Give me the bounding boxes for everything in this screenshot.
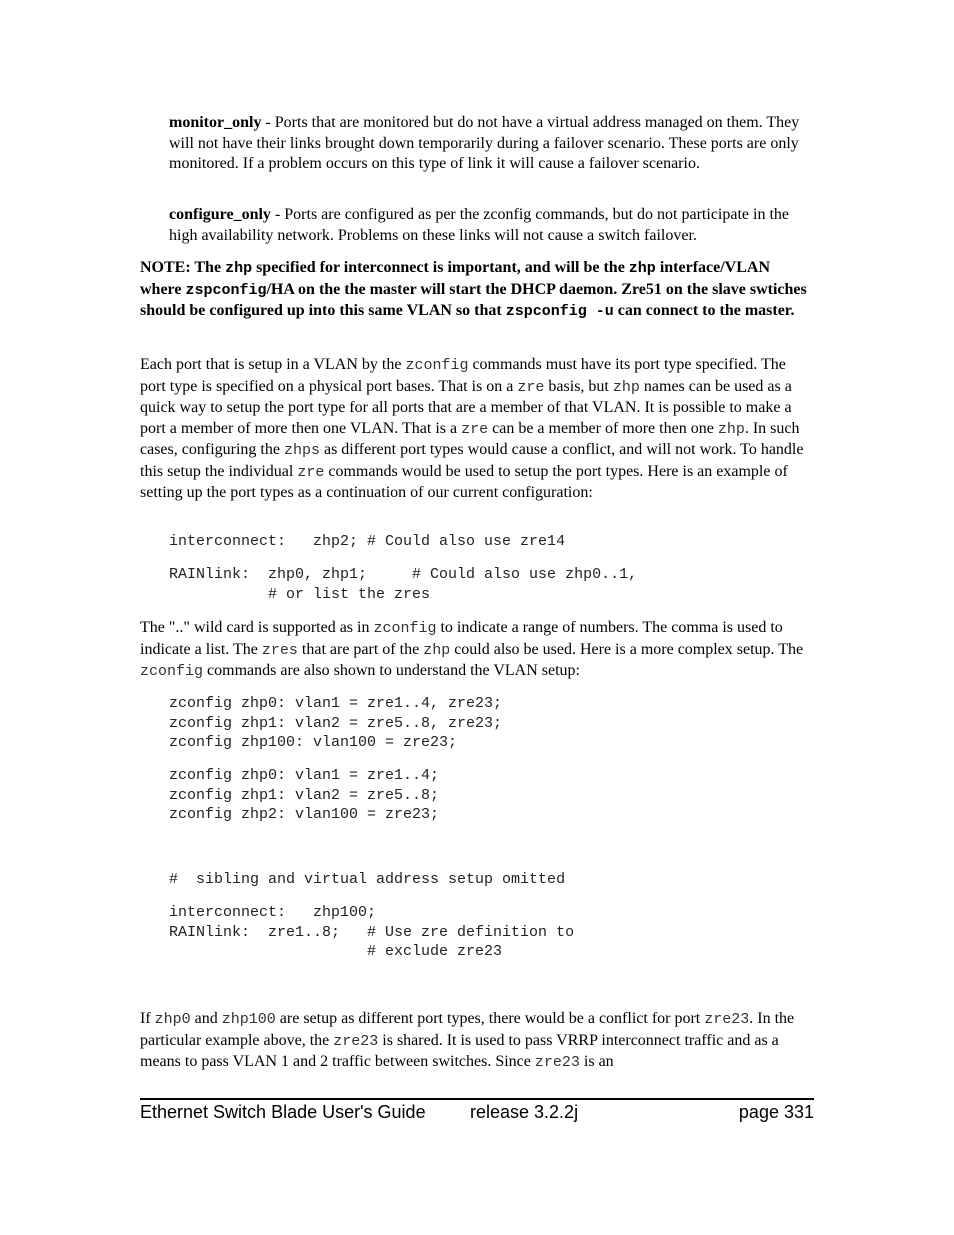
note-paragraph: NOTE: The zhp specified for interconnect is important, and will be the zhp interface/VLAN where zspconfig/HA on the the master will start the DHCP daemon. Zre51 on the slave swtiches should be configured up into this same VLAN so that zspconfig -u can connect to the master. — [140, 259, 807, 320]
footer-divider — [140, 1098, 814, 1100]
code-block-interconnect-rainlink: interconnect: zhp100; RAINlink: zre1..8; # Use zre definition to # exclude zre23 — [169, 904, 575, 960]
footer-title: Ethernet Switch Blade User's Guide — [140, 1102, 426, 1122]
body-paragraph-wildcard: The ".." wild card is supported as in zconfig to indicate a range of numbers. The comma is used to indicate a list. The zres that are part of the zhp could also be used. Here is a more complex setup. The zconfig commands are also shown to understand the VLAN setup: — [140, 619, 804, 680]
definition-monitor-only: monitor_only - Ports that are monitored but do not have a virtual address managed on them. They will not have their links brought down temporarily during a failover scenario. These ports are only monitored. If a problem occurs on this type of link it will cause a failover scenario. — [169, 114, 800, 172]
code-block-interconnect: interconnect: zhp2; # Could also use zre14 — [169, 533, 566, 550]
code-block-zconfig-a: zconfig zhp0: vlan1 = zre1..4, zre23; zconfig zhp1: vlan2 = zre5..8, zre23; zconfig zhp100: vlan100 = zre23; — [169, 695, 503, 751]
footer-release: release 3.2.2j — [470, 1102, 579, 1122]
definition-configure-only: configure_only - Ports are configured as per the zconfig commands, but do not participate in the high availability network. Problems on these links will not cause a switch failover. — [169, 206, 789, 244]
code-block-rainlink: RAINlink: zhp0, zhp1; # Could also use zhp0..1, # or list the zres — [169, 566, 638, 603]
footer-page-number: page 331 — [738, 1102, 814, 1122]
code-block-comment: # sibling and virtual address setup omitted — [169, 871, 566, 888]
body-paragraph-port-types: Each port that is setup in a VLAN by the zconfig commands must have its port type specified. The port type is specified on a physical port bases. That is on a zre basis, but zhp names can be used as a quick way to setup the port type for all ports that are a member of that VLAN. It is possible to make a port a member of more then one VLAN. That is a zre can be a member of more then one zhp. In such cases, configuring the zhps as different port types would cause a conflict, and will not work. To handle this setup the individual zre commands would be used to setup the port types. Here is an example of setting up the port types as a continuation of our current configuration: — [140, 356, 804, 501]
body-paragraph-conflict: If zhp0 and zhp100 are setup as different port types, there would be a conflict for port zre23. In the particular example above, the zre23 is shared. It is used to pass VRRP interconnect traffic and as a means to pass VLAN 1 and 2 traffic between switches. Since zre23 is an — [140, 1010, 795, 1071]
term-configure-only: configure_only — [169, 206, 271, 223]
term-monitor-only: monitor_only — [169, 114, 262, 131]
code-block-zconfig-b: zconfig zhp0: vlan1 = zre1..4; zconfig zhp1: vlan2 = zre5..8; zconfig zhp2: vlan100 = zre23; — [169, 767, 440, 823]
